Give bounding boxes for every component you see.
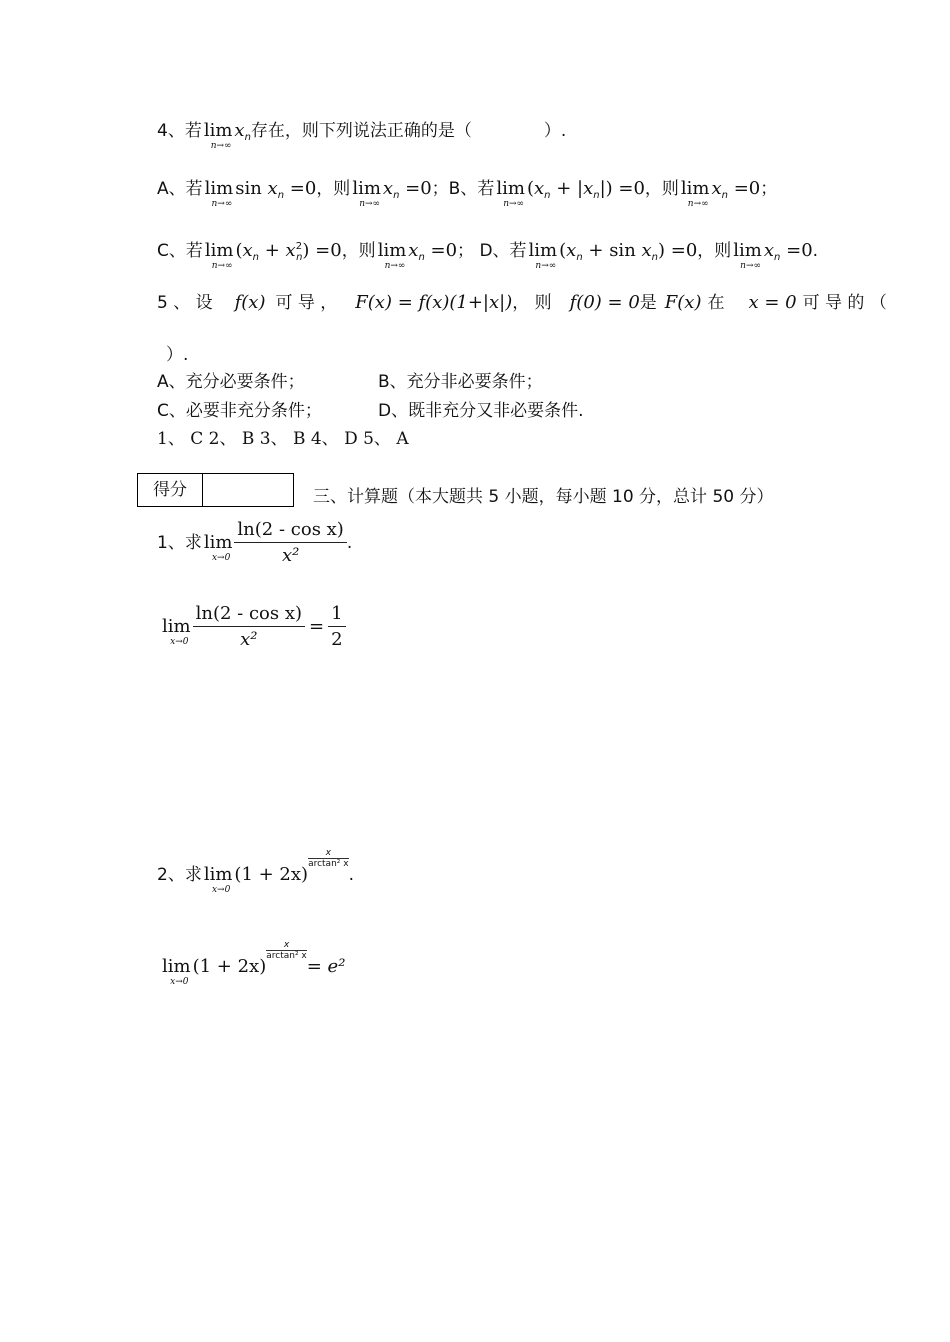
q5-option-c: C、必要非充分条件； [157, 401, 322, 421]
calc1-label: 1、求 [157, 533, 202, 553]
calc2-answer: lim x→0 (1 + 2x) $\frac{x}{\text{arctan² x}}$ = e² [162, 940, 346, 987]
q5-option-a: A、充分必要条件； [157, 372, 305, 392]
q5-option-b: B、充分非必要条件； [378, 372, 543, 392]
q5-stem: 5 、 设 f(x) 可 导 ， F(x) = f(x)(1+|x|)， 则 f(0) = 0是 F(x) 在 x = 0 可 导 的 （ [157, 292, 887, 313]
q5-close: ）. [166, 345, 189, 365]
q4-stem: 4、若 lim n→∞ $x_n$存在，则下列说法正确的是（ ）. [157, 120, 567, 151]
calc1-fraction: $\frac{\text{ln(2 - cos x)}}{\text{x²}}$ [234, 518, 346, 569]
calc2-question: 2、求 lim x→0 (1 + 2x) $\frac{x}{\text{arctan² x}}$ . [157, 848, 354, 895]
q4-option-c-label: C、若 [157, 241, 203, 261]
calc1-answer: lim x→0 $\frac{\text{ln(2 - cos x)}}{\text{x²}}$ = $\frac{1}{2}$ [160, 598, 346, 656]
calc2-label: 2、求 [157, 865, 202, 885]
score-label: 得分 [138, 474, 203, 506]
answer-key: 1、 C 2、 B 3、 B 4、 D 5、 A [157, 429, 409, 449]
q4-blank-end: ）. [543, 121, 567, 141]
calc1-question: 1、求 lim x→0 $\frac{\text{ln(2 - cos x)}}{\text{x²}}$ . [157, 514, 352, 572]
F-definition: F(x) = f(x)(1+|x|) [355, 292, 513, 313]
q4-option-b-label: ；B、若 [431, 179, 495, 199]
score-box [137, 473, 294, 507]
q4-option-a-label: A、若 [157, 179, 203, 199]
q4-options-cd: C、若 lim n→∞ $(x_n + x^2_n) =0$，则 lim n→∞ $x_n =0$； D、若 lim n→∞ $(x_n + \sin x_n) =0$，则 lim n→∞ $x_n =0$. [157, 240, 819, 271]
q5-prefix: 5 、 设 [157, 293, 213, 313]
q5-option-d: D、既非充分又非必要条件. [378, 401, 584, 421]
q4-options-ab: A、若 lim n→∞ $\sin x_n =0$，则 lim n→∞ $x_n =0$；B、若 lim n→∞ $(x_n + |x_n|) =0$，则 lim n→∞ $x_n =0$； [157, 178, 778, 209]
q4-suffix: 存在，则下列说法正确的是（ [250, 121, 472, 141]
limit-expression: lim n→∞ [203, 120, 233, 151]
section3-title: 三、计算题（本大题共 5 小题，每小题 10 分，总计 50 分） [313, 487, 774, 507]
q4-prefix: 4、若 [157, 121, 202, 141]
q4-option-d-label: ； D、若 [457, 241, 527, 261]
